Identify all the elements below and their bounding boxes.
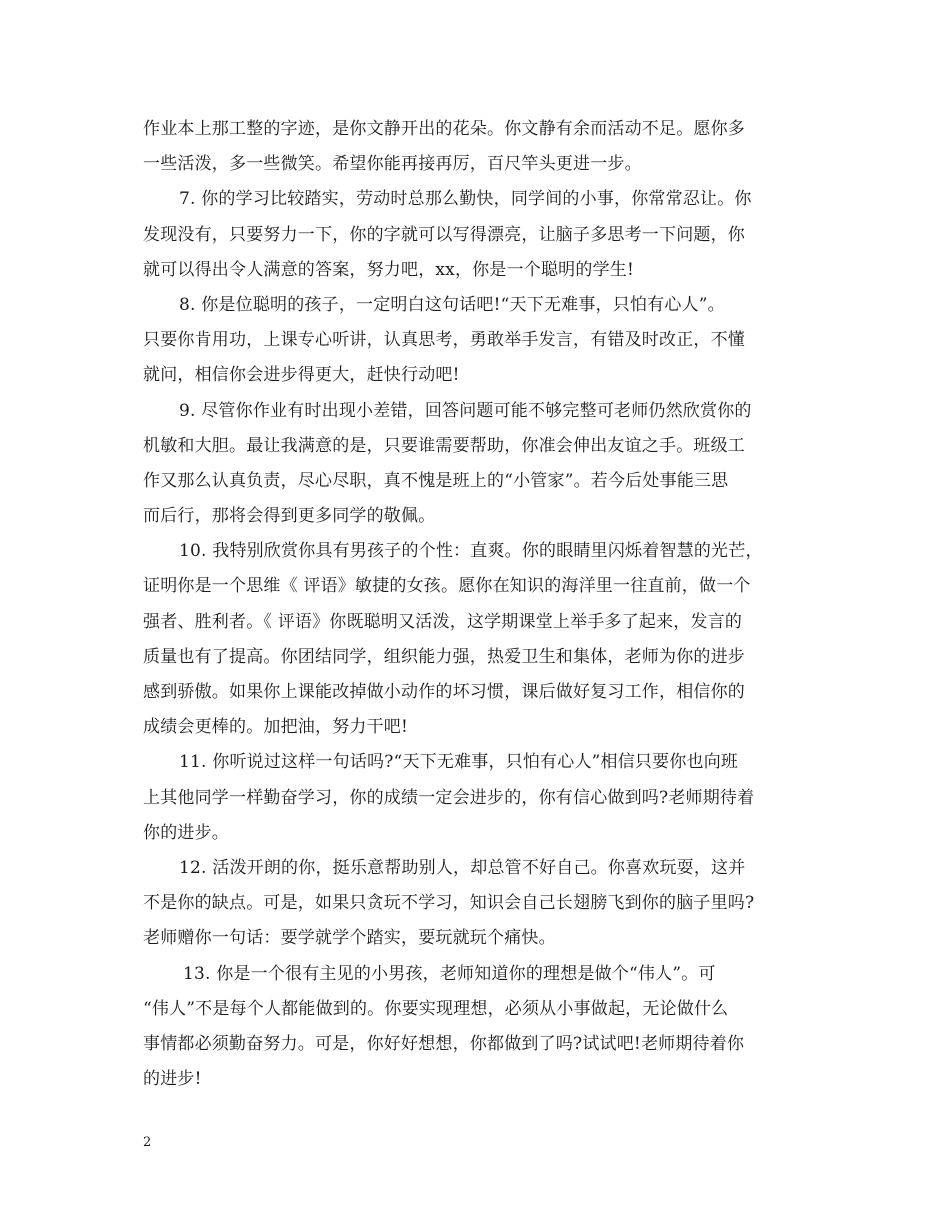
page-number: 2 bbox=[143, 1135, 152, 1150]
text-line: 成绩会更棒的。加把油，努力干吧! bbox=[143, 717, 409, 738]
paragraph-13-line: 13. 你是一个很有主见的小男孩，老师知道你的理想是做个“伟人”。可 bbox=[183, 963, 716, 984]
text-line: 质量也有了提高。你团结同学，组织能力强，热爱卫生和集体，老师为你的进步 bbox=[143, 646, 745, 667]
text-line: 感到骄傲。如果你上课能改掉做小动作的坏习惯，课后做好复习工作，相信你的 bbox=[143, 682, 745, 702]
text-line: 强者、胜利者。《 评语》你既聪明又活泼，这学期课堂上举手多了起来，发言的 bbox=[143, 611, 743, 632]
text-line: 你的进步。 bbox=[143, 822, 229, 843]
text-line: 只要你肯用功，上课专心听讲，认真思考，勇敢举手发言，有错及时改正，不懂 bbox=[143, 330, 745, 351]
text-line: 就问，相信你会进步得更大，赶快行动吧! bbox=[143, 365, 460, 386]
paragraph-8-line: 8. 你是位聪明的孩子，一定明白这句话吧!“天下无难事，只怕有心人”。 bbox=[179, 294, 725, 315]
text-line: “伟人”不是每个人都能做到的。你要实现理想，必须从小事做起，无论做什么 bbox=[143, 998, 729, 1019]
text-line: 老师赠你一句话：要学就学个踏实，要玩就玩个痛快。 bbox=[143, 928, 556, 949]
text-line: 发现没有，只要努力一下，你的字就可以写得漂亮，让脑子多思考一下问题，你 bbox=[143, 224, 745, 245]
text-line: 作又那么认真负责，尽心尽职，真不愧是班上的“小管家”。若今后处事能三思 bbox=[143, 470, 729, 491]
paragraph-7-line: 7. 你的学习比较踏实，劳动时总那么勤快，同学间的小事，你常常忍让。你 bbox=[179, 189, 752, 210]
paragraph-11-line: 11. 你听说过这样一句话吗?“天下无难事，只怕有心人”相信只要你也向班 bbox=[179, 752, 739, 773]
paragraph-9-line: 9. 尽管你作业有时出现小差错，回答问题可能不够完整可老师仍然欣赏你的 bbox=[179, 400, 752, 421]
text-line: 就可以得出令人满意的答案，努力吧，xx，你是一个聪明的学生! bbox=[143, 259, 635, 280]
text-line: 一些活泼，多一些微笑。希望你能再接再厉，百尺竿头更进一步。 bbox=[143, 154, 642, 175]
text-line: 作业本上那工整的字迹，是你文静开出的花朵。你文静有余而活动不足。愿你多 bbox=[143, 119, 745, 139]
document-body bbox=[143, 112, 815, 1097]
text-line: 而后行，那将会得到更多同学的敬佩。 bbox=[143, 506, 436, 527]
text-line: 事情都必须勤奋努力。可是，你好好想想，你都做到了吗?试试吧!老师期待着你 bbox=[143, 1033, 745, 1054]
paragraph-12-line: 12. 活泼开朗的你，挺乐意帮助别人，却总管不好自己。你喜欢玩耍，这并 bbox=[179, 857, 746, 878]
paragraph-10-line: 10. 我特别欣赏你具有男孩子的个性：直爽。你的眼睛里闪烁着智慧的光芒， bbox=[179, 541, 763, 562]
text-line: 证明你是一个思维《 评语》敏捷的女孩。愿你在知识的海洋里一往直前，做一个 bbox=[143, 576, 751, 597]
text-line: 不是你的缺点。可是，如果只贪玩不学习，知识会自己长翅膀飞到你的脑子里吗? bbox=[143, 893, 755, 914]
text-line: 机敏和大胆。最让我满意的是，只要谁需要帮助，你准会伸出友谊之手。班级工 bbox=[143, 435, 745, 456]
text-line: 的进步! bbox=[143, 1069, 202, 1090]
text-line: 上其他同学一样勤奋学习，你的成绩一定会进步的，你有信心做到吗?老师期待着 bbox=[143, 787, 755, 808]
